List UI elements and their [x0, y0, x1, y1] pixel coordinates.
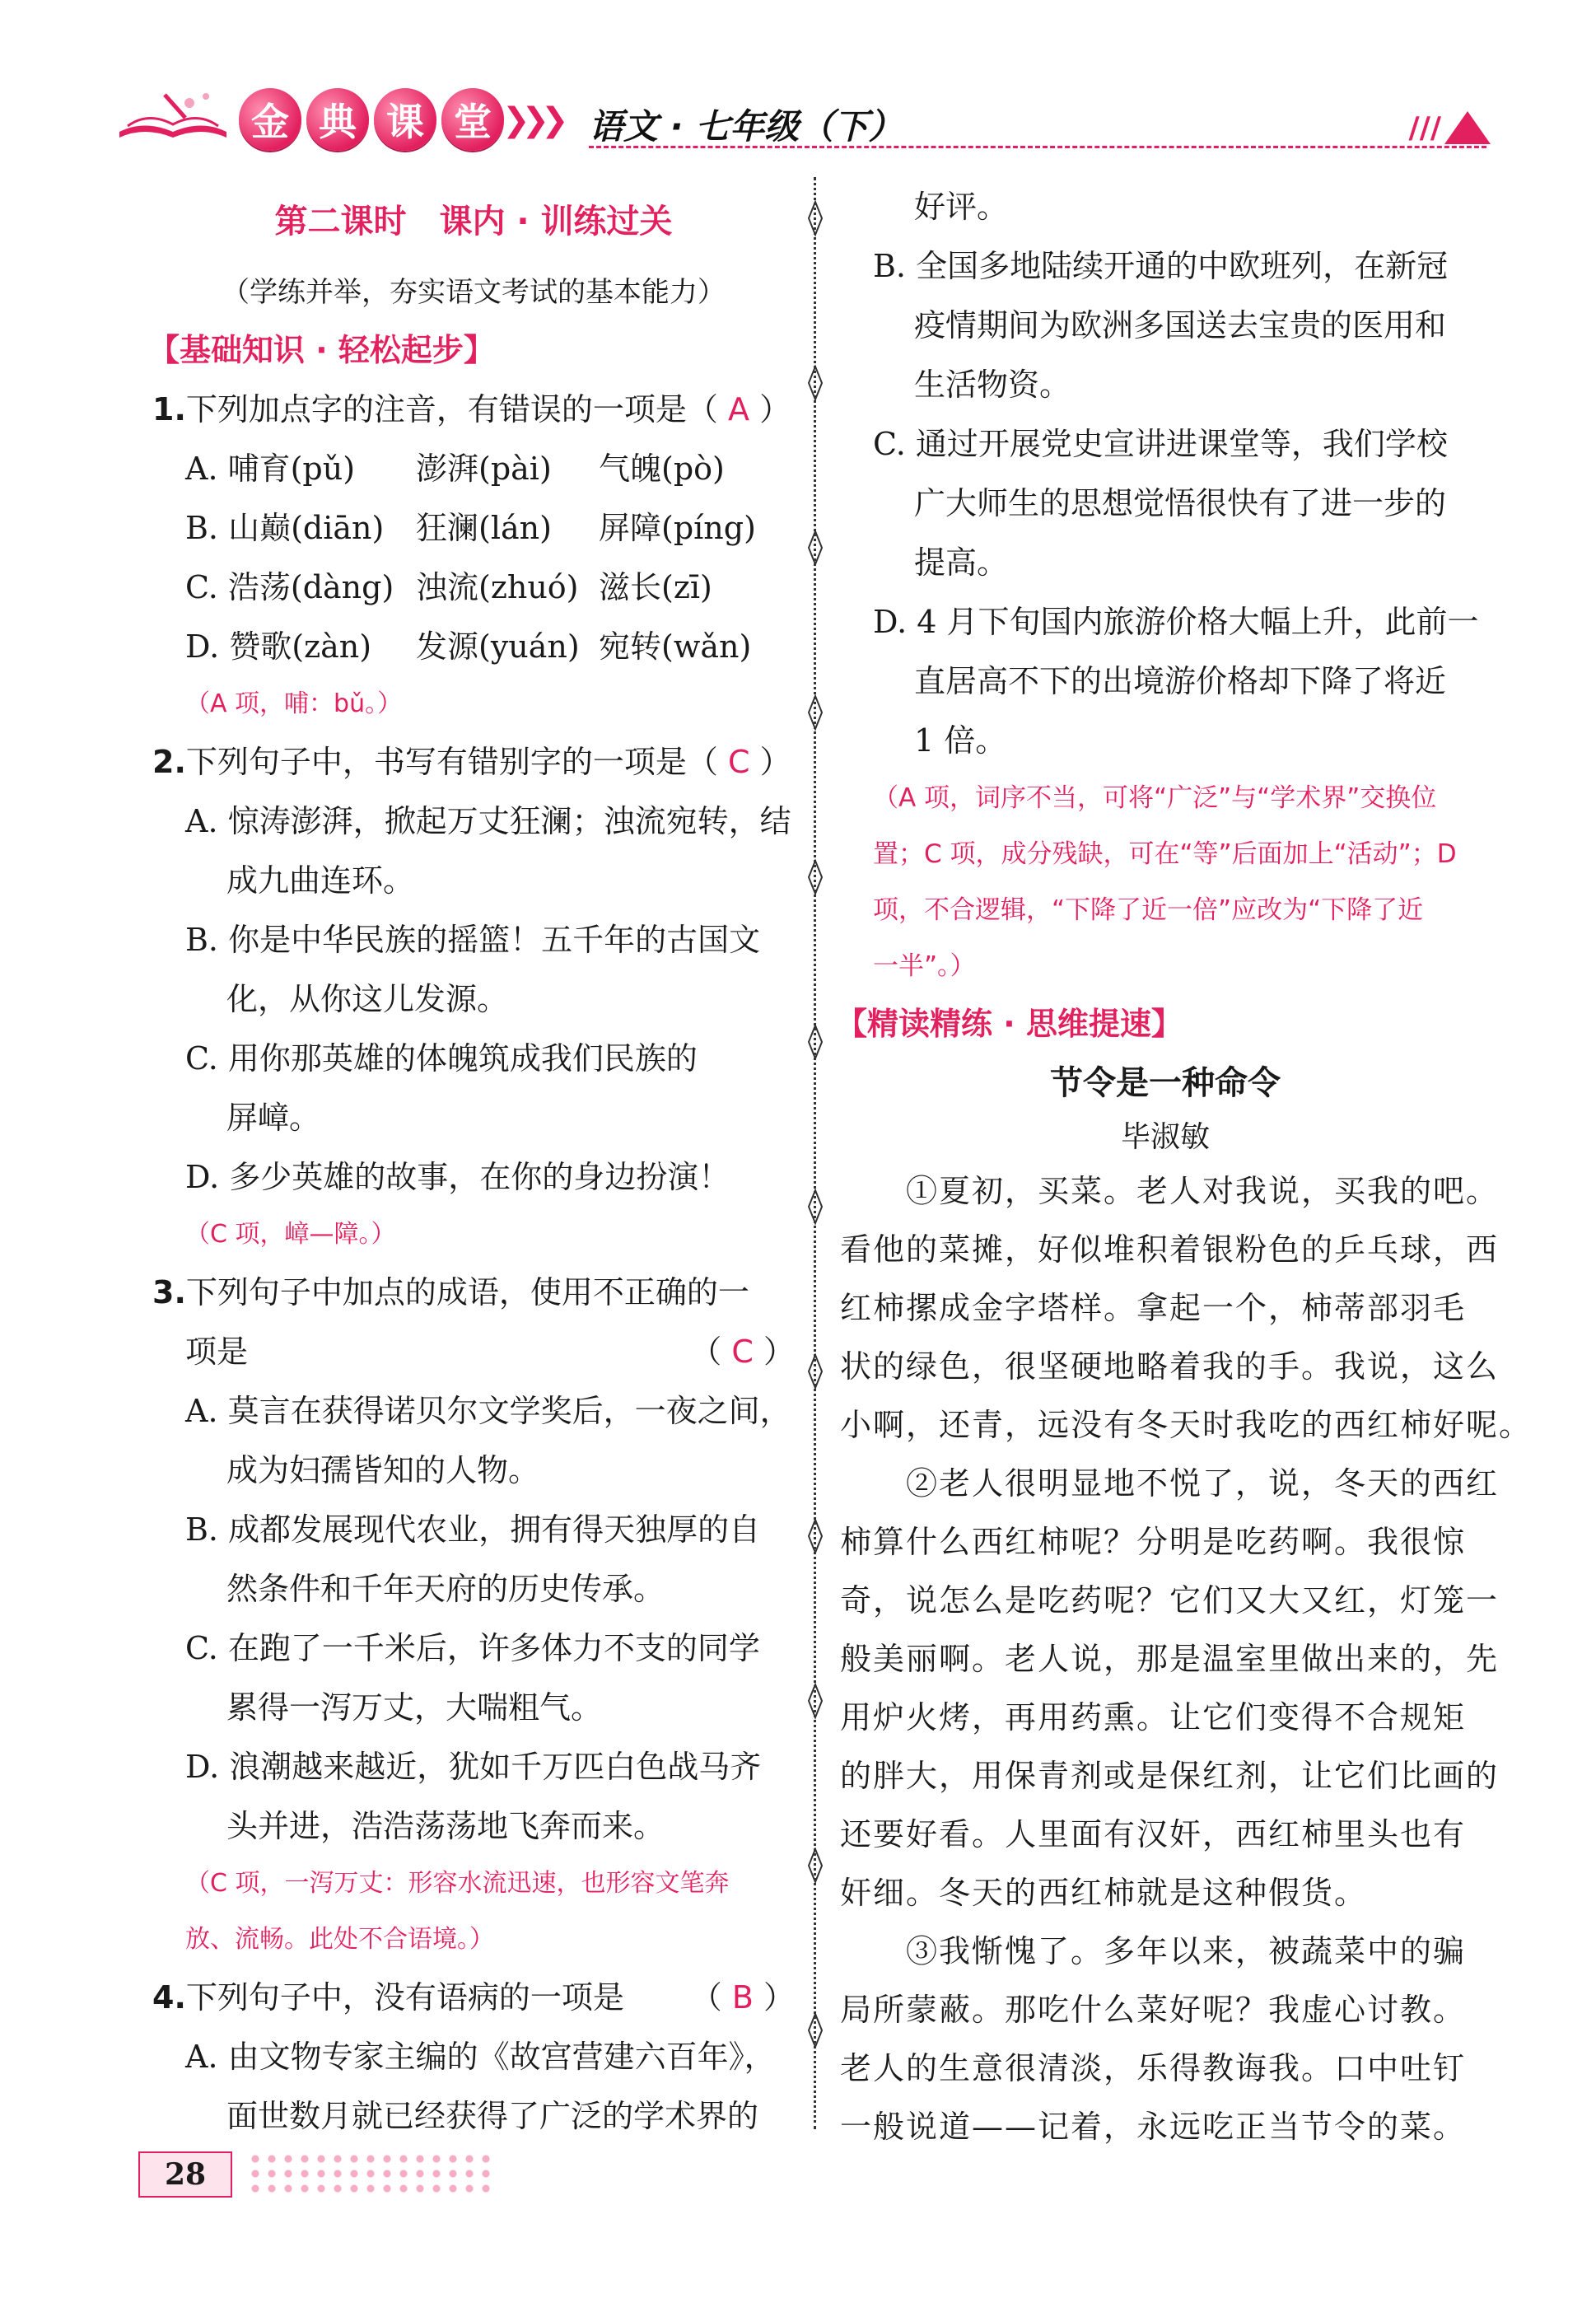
question-3-cont: 项是 （ C ） — [185, 1334, 795, 1370]
option-line: 好评。 — [914, 189, 1009, 225]
option-line: 头并进，浩浩荡荡地飞奔而来。 — [226, 1808, 665, 1844]
lesson-title: 第二课时 课内 · 训练过关 — [274, 203, 673, 241]
question-4: 4.下列句子中，没有语病的一项是 （ B ） — [152, 1979, 795, 2016]
paragraph-line: 般美丽啊。老人说，那是温室里做出来的，先 — [840, 1641, 1500, 1677]
paragraph-line: 的胖大，用保青剂或是保红剂，让它们比画的 — [840, 1758, 1500, 1794]
option-line: D. 4 月下旬国内旅游价格大幅上升，此前一 — [873, 604, 1479, 640]
left-column — [148, 177, 795, 2146]
lesson-subtitle: （学练并举，夯实语文考试的基本能力） — [222, 276, 726, 309]
answer-note: （A 项，哺：bǔ。） — [185, 689, 403, 718]
option-line: 生活物资。 — [914, 367, 1071, 403]
option-line: 疫情期间为欧洲多国送去宝贵的医用和 — [914, 307, 1447, 343]
paragraph-line: ①夏初，买菜。老人对我说，买我的吧。 — [906, 1173, 1500, 1209]
option-line: B. 全国多地陆续开通的中欧班列，在新冠 — [873, 248, 1449, 284]
paragraph-line: ②老人很明显地不悦了，说，冬天的西红 — [906, 1465, 1500, 1502]
header-divider — [589, 146, 1486, 148]
option-line: 提高。 — [914, 544, 1009, 581]
footer-dot-pattern — [247, 2151, 494, 2196]
option-line: 屏嶂。 — [226, 1100, 321, 1136]
section-tag: 【精读精练 · 思维提速】 — [836, 1006, 1183, 1042]
answer-note: 置；C 项，成分残缺，可在“等”后面加上“活动”；D — [873, 839, 1457, 869]
diamond-divider-icon — [804, 177, 827, 2129]
answer: C — [728, 744, 750, 780]
option-line: B. 成都发展现代农业，拥有得天独厚的自 — [185, 1511, 761, 1548]
paragraph-line: 红柿摞成金字塔样。拿起一个，柿蒂部羽毛 — [840, 1290, 1467, 1326]
option-line: C. 通过开展党史宣讲进课堂等，我们学校 — [873, 426, 1448, 462]
page-header — [115, 78, 1499, 152]
option-line: A. 惊涛澎湃，掀起万丈狂澜；浊流宛转，结 — [185, 803, 791, 839]
option-line: 化，从你这儿发源。 — [226, 981, 509, 1017]
right-column — [836, 177, 1533, 2156]
option-line: 1 倍。 — [914, 722, 1007, 759]
option-line: 成九曲连环。 — [226, 862, 415, 899]
option-line: B. 你是中华民族的摇篮！五千年的古国文 — [185, 922, 761, 958]
brand-char: 典 — [306, 88, 369, 151]
question-3: 3.下列句子中加点的成语，使用不正确的一 — [152, 1274, 749, 1310]
section-tag: 【基础知识 · 轻松起步】 — [148, 332, 495, 368]
answer-note: 放、流畅。此处不合语境。） — [185, 1925, 494, 1954]
option-line: 累得一泻万丈，大喘粗气。 — [226, 1689, 603, 1726]
option-row: A. 哺育(pǔ) 澎湃(pài) 气魄(pò) — [185, 451, 725, 487]
answer-note: （A 项，词序不当，可将“广泛”与“学术界”交换位 — [873, 783, 1437, 813]
option-line: A. 由文物专家主编的《故宫营建六百年》， — [185, 2039, 776, 2075]
option-line: C. 在跑了一千米后，许多体力不支的同学 — [185, 1630, 760, 1666]
paragraph-line: 柿算什么西红柿呢？分明是吃药啊。我很惊 — [840, 1524, 1467, 1560]
chevron-right-icon: ❯❯❯ — [502, 101, 561, 139]
option-row: B. 山巅(diān) 狂澜(lán) 屏障(píng) — [185, 510, 756, 546]
answer-note: 一半”。） — [873, 951, 976, 981]
paragraph-line: 用炉火烤，再用药熏。让它们变得不合规矩 — [840, 1699, 1467, 1735]
answer-note: （C 项，嶂—障。） — [185, 1220, 396, 1249]
paragraph-line: ③我惭愧了。多年以来，被蔬菜中的骗 — [906, 1933, 1467, 1969]
essay-title: 节令是一种命令 — [1050, 1063, 1281, 1102]
answer-note: （C 项，一泻万丈：形容水流迅速，也形容文笔奔 — [185, 1869, 730, 1898]
essay-author: 毕淑敏 — [1120, 1120, 1210, 1154]
paragraph-line: 奸细。冬天的西红柿就是这种假货。 — [840, 1875, 1368, 1911]
paragraph-line: 小啊，还青，远没有冬天时我吃的西红柿好呢。 — [840, 1407, 1533, 1443]
paragraph-line: 局所蒙蔽。那吃什么菜好呢？我虚心讨教。 — [840, 1992, 1467, 2028]
question-1: 1.下列加点字的注音，有错误的一项是（ A ） — [152, 391, 791, 427]
subject-title: 语文 · 七年级（下） — [589, 106, 903, 147]
option-line: 然条件和千年天府的历史传承。 — [226, 1571, 665, 1607]
option-row: C. 浩荡(dàng) 浊流(zhuó) 滋长(zī) — [185, 569, 712, 605]
paragraph-line: 奇，说怎么是吃药呢？它们又大又红，灯笼一 — [840, 1582, 1500, 1619]
open-book-icon — [115, 86, 231, 144]
page-number: 28 — [138, 2151, 232, 2198]
paragraph-line: 还要好看。人里面有汉奸，西红柿里头也有 — [840, 1816, 1467, 1852]
option-line: D. 浪潮越来越近，犹如千万匹白色战马齐 — [185, 1749, 762, 1785]
option-line: D. 多少英雄的故事，在你的身边扮演！ — [185, 1159, 730, 1195]
answer: B — [731, 1979, 754, 2016]
option-line: 广大师生的思想觉悟很快有了进一步的 — [914, 485, 1447, 521]
brand-char: 金 — [239, 88, 301, 151]
answer: A — [728, 391, 749, 427]
brand-char: 课 — [374, 88, 436, 151]
paragraph-line: 一般说道——记着，永远吃正当节令的菜。 — [840, 2109, 1467, 2145]
paragraph-line: 老人的生意很清淡，乐得教诲我。口中吐钉 — [840, 2050, 1467, 2086]
option-line: 直居高不下的出境游价格却下降了将近 — [914, 663, 1447, 699]
question-2: 2.下列句子中，书写有错别字的一项是（ C ） — [152, 744, 791, 780]
option-row: D. 赞歌(zàn) 发源(yuán) 宛转(wǎn) — [185, 628, 752, 665]
paragraph-line: 状的绿色，很坚硬地略着我的手。我说，这么 — [840, 1348, 1500, 1385]
option-line: A. 莫言在获得诺贝尔文学奖后，一夜之间， — [185, 1393, 791, 1429]
answer: C — [731, 1334, 754, 1370]
paragraph-line: 看他的菜摊，好似堆积着银粉色的乒乓球，西 — [840, 1231, 1500, 1268]
brand-logo — [239, 88, 504, 151]
brand-char: 堂 — [441, 88, 504, 151]
option-line: 成为妇孺皆知的人物。 — [226, 1452, 540, 1488]
answer-note: 项，不合逻辑，“下降了近一倍”应改为“下降了近 — [873, 895, 1424, 925]
slash-decoration-icon: /// — [1408, 111, 1441, 145]
triangle-icon — [1444, 111, 1491, 144]
option-line: C. 用你那英雄的体魄筑成我们民族的 — [185, 1040, 698, 1077]
option-line: 面世数月就已经获得了广泛的学术界的 — [226, 2098, 759, 2134]
